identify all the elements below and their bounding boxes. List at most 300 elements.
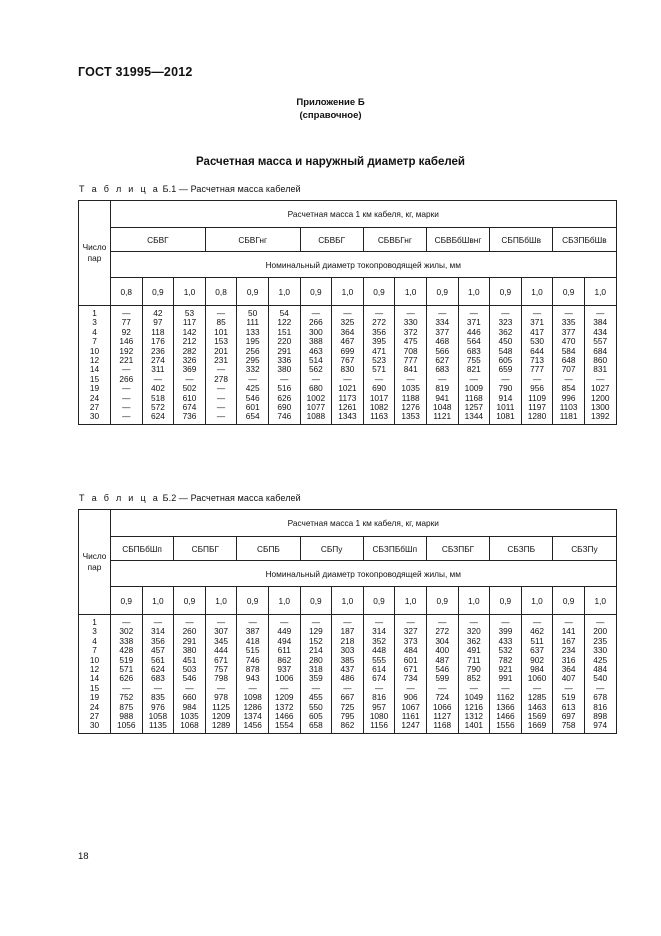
mass-value: 1463 (527, 701, 547, 712)
mass-value: 605 (498, 355, 513, 366)
pair-count: 15 (89, 373, 100, 384)
diameter-header: 1,0 (205, 587, 237, 615)
mass-value: 648 (561, 355, 576, 366)
mass-value: 1068 (180, 720, 199, 731)
mass-value: — (469, 682, 478, 693)
mass-value: 614 (372, 664, 386, 675)
mass-value: — (406, 617, 415, 627)
mass-value: 385 (340, 654, 355, 665)
mass-value: 318 (308, 664, 323, 675)
mass-value: 320 (466, 626, 481, 637)
mass-value: 212 (182, 336, 197, 347)
mass-value: 852 (466, 673, 481, 684)
table2-diameter-header: Номинальный диаметр токопроводящей жилы, мм (111, 561, 617, 587)
brand-header: СБПБГ (174, 537, 237, 561)
mass-value: 1060 (527, 673, 547, 684)
diameter-header: 1,0 (395, 587, 427, 615)
mass-value: 599 (435, 673, 450, 684)
mass-value: 221 (119, 355, 134, 366)
mass-value: — (438, 617, 447, 627)
mass-value: 371 (466, 317, 481, 328)
mass-value: — (122, 364, 131, 375)
mass-value: 1168 (464, 392, 483, 403)
mass-value: 433 (498, 635, 513, 646)
mass-value: 1216 (464, 701, 484, 712)
mass-value: 1312 (464, 711, 484, 722)
pair-count: 4 (92, 635, 97, 646)
mass-value: 42 (153, 308, 163, 318)
mass-value: 334 (435, 317, 450, 328)
mass-value: 444 (214, 645, 228, 656)
diameter-header: 0,9 (490, 278, 522, 306)
mass-value: 988 (119, 711, 134, 722)
mass-value: 214 (308, 645, 323, 656)
mass-value: 976 (150, 701, 165, 712)
mass-value: — (311, 373, 320, 384)
mass-value: 1088 (306, 411, 326, 422)
mass-value: 557 (593, 336, 608, 347)
mass-value: 85 (216, 317, 226, 328)
mass-value: 798 (214, 673, 228, 684)
brand-header: СБВБГнг (363, 228, 426, 252)
table1-mass-header-row (79, 201, 617, 228)
mass-value: 943 (245, 673, 260, 684)
mass-value: 470 (561, 336, 576, 347)
mass-value: 523 (372, 355, 386, 366)
mass-value: 152 (308, 635, 323, 646)
mass-value: 92 (121, 326, 131, 337)
mass-value: — (153, 373, 163, 384)
table2-diameter-header-row (79, 561, 617, 587)
mass-value: 1081 (496, 411, 515, 422)
mass-value: 978 (214, 692, 228, 703)
mass-value: 1374 (243, 711, 262, 722)
diameter-header: 0,9 (300, 587, 332, 615)
pair-count: 12 (89, 664, 100, 675)
mass-value: — (122, 392, 131, 403)
brand-header: СБВБГ (300, 228, 363, 252)
diameter-header: 1,0 (521, 587, 553, 615)
mass-value: 1109 (528, 392, 546, 403)
mass-value: — (122, 682, 131, 693)
mass-value: — (216, 392, 226, 403)
table2-caption-text: Б.2 — Расчетная масса кабелей (162, 493, 301, 503)
mass-value: — (469, 308, 478, 318)
mass-value: 1392 (590, 411, 610, 422)
pair-count: 30 (89, 411, 100, 422)
mass-value: 637 (530, 645, 544, 656)
mass-value: 1197 (528, 402, 546, 413)
mass-value: — (248, 682, 257, 693)
mass-value: 601 (245, 402, 260, 413)
mass-value: — (469, 373, 478, 384)
mass-value: 674 (372, 673, 386, 684)
mass-value: 335 (561, 317, 576, 328)
mass-value: 486 (340, 673, 355, 684)
mass-value: — (122, 411, 131, 422)
pair-count-column (79, 306, 111, 425)
mass-value: 816 (593, 701, 608, 712)
mass-value: 1017 (369, 392, 389, 403)
mass-value: 821 (466, 364, 481, 375)
diameter-header: 1,0 (174, 278, 206, 306)
mass-value-column (268, 615, 300, 734)
mass-value: 449 (277, 626, 292, 637)
diameter-header: 0,9 (237, 587, 269, 615)
table1-diameter-row (79, 278, 617, 306)
mass-value: — (438, 308, 447, 318)
mass-value: 428 (119, 645, 134, 656)
mass-value-column (111, 306, 143, 425)
mass-value: 295 (245, 355, 260, 366)
mass-value: — (564, 682, 573, 693)
page-number: 18 (78, 851, 89, 862)
mass-value: 316 (561, 654, 576, 665)
brand-header: СБПу (300, 537, 363, 561)
mass-value: 1135 (148, 720, 167, 731)
mass-value: — (501, 308, 510, 318)
mass-value: — (343, 308, 352, 318)
mass-value: — (248, 617, 257, 627)
mass-value: 352 (372, 635, 386, 646)
mass-value: 584 (561, 345, 576, 356)
mass-value: 457 (150, 645, 165, 656)
mass-value-column (426, 615, 458, 734)
mass-value: — (248, 373, 257, 384)
mass-value: 377 (435, 326, 450, 337)
mass-value: 384 (593, 317, 608, 328)
mass-value: 1669 (527, 720, 547, 731)
mass-value: 129 (308, 626, 323, 637)
mass-value: 725 (340, 701, 355, 712)
mass-value: 790 (498, 383, 513, 394)
table2-mass-header: Расчетная масса 1 км кабеля, кг, марки (111, 510, 617, 537)
mass-value: 356 (150, 635, 165, 646)
mass-value: 200 (593, 626, 608, 637)
mass-value: 956 (530, 383, 544, 394)
mass-value: 303 (340, 645, 355, 656)
mass-value: — (343, 373, 352, 384)
mass-value: 291 (277, 345, 292, 356)
mass-value: 327 (403, 626, 418, 637)
mass-value: 1067 (401, 701, 420, 712)
mass-value: 626 (119, 673, 134, 684)
mass-value: 562 (308, 364, 323, 375)
mass-value: 515 (245, 645, 260, 656)
mass-value: — (153, 682, 163, 693)
mass-value: 1276 (401, 402, 420, 413)
mass-value: 282 (182, 345, 197, 356)
mass-value: 201 (214, 345, 228, 356)
diameter-header: 0,9 (111, 587, 143, 615)
mass-value: 455 (308, 692, 323, 703)
table1-data-row (79, 306, 617, 425)
mass-value-column (584, 615, 616, 734)
mass-value: 417 (530, 326, 544, 337)
mass-value: 518 (150, 392, 165, 403)
mass-value: 1261 (338, 402, 357, 413)
mass-value: 626 (277, 392, 292, 403)
mass-value: 425 (593, 654, 608, 665)
mass-value-column (174, 615, 206, 734)
appendix-note: (справочное) (299, 110, 362, 121)
mass-value: 790 (466, 664, 481, 675)
mass-value: — (343, 682, 352, 693)
diameter-header: 1,0 (332, 278, 364, 306)
mass-value: 777 (403, 355, 418, 366)
mass-value: — (469, 617, 478, 627)
mass-value: 1161 (401, 711, 420, 722)
mass-value: — (216, 402, 226, 413)
mass-value: 996 (561, 392, 576, 403)
mass-value: 674 (182, 402, 197, 413)
mass-value: 118 (151, 326, 165, 337)
diameter-header: 0,8 (111, 278, 143, 306)
mass-value: 111 (246, 317, 259, 328)
mass-value: 266 (308, 317, 323, 328)
diameter-header: 0,9 (553, 587, 585, 615)
mass-value: 566 (435, 345, 450, 356)
mass-value: 974 (593, 720, 608, 731)
mass-value: 1021 (338, 383, 357, 394)
mass-value-column (426, 306, 458, 425)
mass-value: — (564, 617, 573, 627)
mass-value: 291 (182, 635, 197, 646)
mass-value: 1006 (275, 673, 294, 684)
mass-value: 274 (150, 355, 165, 366)
mass-value: 1366 (496, 701, 515, 712)
mass-value: 1066 (433, 701, 452, 712)
mass-value: 699 (340, 345, 355, 356)
mass-value: 1344 (464, 411, 484, 422)
mass-value: 757 (214, 664, 228, 675)
pair-count: 1 (92, 617, 97, 627)
mass-value: — (406, 308, 415, 318)
mass-value: 364 (561, 664, 576, 675)
mass-value: 388 (308, 336, 323, 347)
diameter-header: 0,9 (174, 587, 206, 615)
mass-value: 941 (435, 392, 450, 403)
brand-header: СБВБбШвнг (426, 228, 489, 252)
mass-value: 395 (372, 336, 386, 347)
mass-value: 854 (561, 383, 576, 394)
pair-count: 27 (89, 402, 100, 413)
mass-value: 601 (403, 654, 418, 665)
pair-count: 4 (92, 326, 97, 337)
mass-value-column (332, 615, 364, 734)
mass-value: 1200 (590, 392, 610, 403)
mass-value: 752 (119, 692, 134, 703)
mass-value-column (300, 615, 332, 734)
table2-stub-header: Число пар (79, 510, 111, 615)
mass-value: — (216, 364, 226, 375)
mass-value: 671 (403, 664, 418, 675)
mass-value: 314 (150, 626, 165, 637)
mass-value: 921 (498, 664, 513, 675)
mass-value: 991 (498, 673, 513, 684)
mass-value: 555 (372, 654, 386, 665)
mass-value: 1103 (559, 402, 578, 413)
mass-value: — (216, 308, 226, 318)
mass-value: 546 (245, 392, 260, 403)
mass-value: 611 (277, 645, 291, 656)
mass-value-column (142, 306, 174, 425)
mass-value: — (280, 682, 289, 693)
mass-value-column (584, 306, 616, 425)
table2-brand-row (79, 537, 617, 561)
pair-count: 7 (92, 645, 97, 656)
mass-value: 1556 (496, 720, 515, 731)
table1-brand-row (79, 228, 617, 252)
mass-value-column (458, 615, 490, 734)
table1-diameter-header: Номинальный диаметр токопроводящей жилы, мм (111, 252, 617, 278)
mass-value: — (216, 682, 226, 693)
mass-value: 272 (435, 626, 450, 637)
mass-value: 450 (498, 336, 513, 347)
mass-value: 1466 (275, 711, 294, 722)
mass-value: 831 (593, 364, 608, 375)
mass-value: 400 (435, 645, 450, 656)
mass-value: 446 (466, 326, 481, 337)
brand-header: СБПБбШв (490, 228, 553, 252)
mass-value: 1343 (338, 411, 357, 422)
pair-count: 10 (89, 654, 100, 665)
diameter-header: 0,9 (363, 587, 395, 615)
mass-value: 1554 (275, 720, 294, 731)
mass-value: 153 (214, 336, 228, 347)
mass-value: — (532, 308, 542, 318)
mass-value: 561 (150, 654, 165, 665)
mass-value: 448 (372, 645, 386, 656)
mass-value: 167 (561, 635, 576, 646)
table1-stub-header: Число пар (79, 201, 111, 306)
mass-value: 187 (340, 626, 355, 637)
mass-value: — (185, 617, 194, 627)
brand-header: СБЗПБ (490, 537, 553, 561)
mass-value: — (438, 373, 447, 384)
mass-value-column (521, 306, 553, 425)
mass-value: — (311, 308, 320, 318)
diameter-header: 0,8 (205, 278, 237, 306)
pair-count: 19 (89, 692, 100, 703)
mass-value-column (553, 306, 585, 425)
section-title: Расчетная масса и наружный диаметр кабелей (196, 156, 465, 168)
pair-count: 10 (89, 345, 100, 356)
mass-value-column (395, 615, 427, 734)
mass-value: 1056 (117, 720, 136, 731)
mass-value: 53 (184, 308, 195, 318)
mass-value: 1209 (211, 711, 231, 722)
mass-value: 707 (561, 364, 576, 375)
mass-value: 326 (182, 355, 197, 366)
mass-value: 937 (277, 664, 292, 675)
mass-value: 1035 (180, 711, 199, 722)
mass-value-column (237, 615, 269, 734)
mass-value: 1035 (401, 383, 420, 394)
mass-value: 782 (498, 654, 513, 665)
mass-value: 338 (119, 635, 134, 646)
diameter-header: 0,9 (553, 278, 585, 306)
diameter-header: 0,9 (426, 587, 458, 615)
mass-value: — (406, 373, 415, 384)
mass-value: 957 (372, 701, 386, 712)
mass-value: 816 (372, 692, 386, 703)
mass-value: — (122, 308, 131, 318)
mass-value: 658 (308, 720, 323, 731)
mass-value: — (596, 308, 605, 318)
mass-value: 503 (182, 664, 197, 675)
mass-value: — (501, 682, 510, 693)
pair-count: 14 (89, 673, 100, 684)
mass-value: 862 (277, 654, 292, 665)
mass-value: 345 (214, 635, 228, 646)
mass-value: 256 (245, 345, 260, 356)
brand-header: СБВГ (111, 228, 206, 252)
mass-value: 192 (119, 345, 134, 356)
mass-value: — (311, 617, 320, 627)
mass-value-column (174, 306, 206, 425)
mass-value: 624 (150, 664, 165, 675)
mass-value: — (216, 411, 226, 422)
mass-value: 795 (340, 711, 355, 722)
mass-value: 356 (372, 326, 386, 337)
table1-caption-text: Б.1 — Расчетная масса кабелей (162, 184, 301, 194)
mass-value: 1002 (306, 392, 326, 403)
table1-mass-header: Расчетная масса 1 км кабеля, кг, марки (111, 201, 617, 228)
mass-value: 1125 (212, 701, 230, 712)
mass-value: 330 (403, 317, 418, 328)
mass-value: 462 (530, 626, 544, 637)
mass-value-column (205, 615, 237, 734)
mass-value: 767 (340, 355, 355, 366)
mass-value: 399 (498, 626, 513, 637)
mass-value: 564 (466, 336, 481, 347)
diameter-header: 0,9 (490, 587, 522, 615)
mass-value: 1300 (590, 402, 610, 413)
mass-value: 1173 (338, 392, 357, 403)
mass-value: — (374, 617, 384, 627)
mass-value: 1289 (211, 720, 231, 731)
mass-value: 311 (151, 364, 165, 375)
mass-value: 572 (150, 402, 165, 413)
mass-value: 1127 (433, 711, 452, 722)
mass-value: 373 (403, 635, 418, 646)
mass-value: — (185, 373, 194, 384)
pair-count: 27 (89, 711, 100, 722)
mass-value-column (268, 306, 300, 425)
mass-value: 1188 (401, 392, 420, 403)
mass-value: 1401 (464, 720, 484, 731)
pair-count: 19 (89, 383, 100, 394)
mass-value-column (395, 306, 427, 425)
mass-value: 1285 (527, 692, 547, 703)
mass-value: — (532, 617, 542, 627)
mass-value: 736 (182, 411, 197, 422)
brand-header: СБЗПБбШп (363, 537, 426, 561)
mass-value: 659 (498, 364, 513, 375)
mass-value: — (122, 402, 131, 413)
diameter-header: 0,9 (142, 278, 174, 306)
mass-value: 984 (530, 664, 544, 675)
mass-value: 434 (593, 326, 608, 337)
mass-value: 151 (277, 326, 292, 337)
mass-value: 54 (279, 308, 289, 318)
mass-value: 548 (498, 345, 513, 356)
diameter-header: 1,0 (142, 587, 174, 615)
document-code: ГОСТ 31995—2012 (78, 65, 193, 79)
mass-value: 307 (214, 626, 228, 637)
mass-value: — (185, 682, 194, 693)
